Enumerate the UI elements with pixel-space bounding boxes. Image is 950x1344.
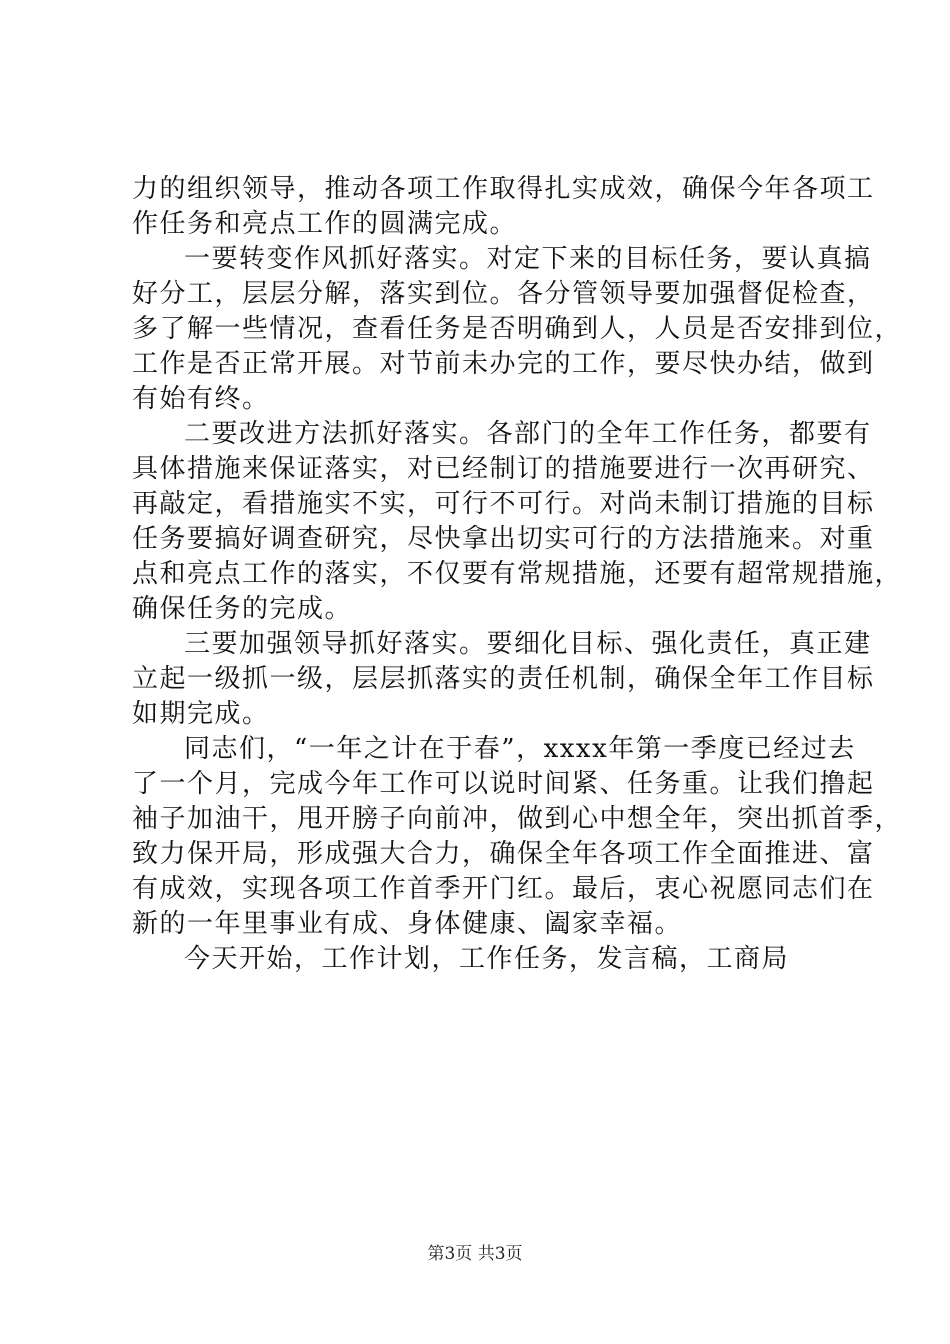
text-line: 如期完成。 (132, 699, 270, 729)
text-line: 有成效，实现各项工作首季开门红。最后，衷心祝愿同志们在 (132, 874, 875, 904)
text-line: 同志们，“一年之计在于春”，xxxx年第一季度已经过去 (184, 734, 856, 764)
text-line: 了一个月，完成今年工作可以说时间紧、任务重。让我们撸起 (132, 769, 875, 799)
text-line: 立起一级抓一级，层层抓落实的责任机制，确保全年工作目标 (132, 664, 875, 694)
text-line: 一要转变作风抓好落实。对定下来的目标任务，要认真搞 (184, 244, 872, 274)
text-line: 有始有终。 (132, 384, 270, 414)
text-line: 具体措施来保证落实，对已经制订的措施要进行一次再研究、 (132, 454, 875, 484)
text-line: 新的一年里事业有成、身体健康、阖家幸福。 (132, 909, 683, 939)
page-number-footer: 第3页 共3页 (427, 1244, 523, 1264)
text-line: 作任务和亮点工作的圆满完成。 (132, 209, 518, 239)
text-line: 多了解一些情况，查看任务是否明确到人，人员是否安排到位， (132, 314, 903, 344)
body-text (132, 172, 903, 977)
text-line: 致力保开局，形成强大合力，确保全年各项工作全面推进、富 (132, 839, 875, 869)
text-line: 三要加强领导抓好落实。要细化目标、强化责任，真正建 (184, 629, 872, 659)
text-line: 二要改进方法抓好落实。各部门的全年工作任务，都要有 (184, 419, 872, 449)
text-line: 再敲定，看措施实不实，可行不可行。对尚未制订措施的目标 (132, 489, 875, 519)
text-line: 力的组织领导，推动各项工作取得扎实成效，确保今年各项工 (132, 174, 875, 204)
text-line: 今天开始，工作计划，工作任务，发言稿，工商局 (184, 944, 790, 974)
text-line: 工作是否正常开展。对节前未办完的工作，要尽快办结，做到 (132, 349, 875, 379)
text-line: 好分工，层层分解，落实到位。各分管领导要加强督促检查， (132, 279, 875, 309)
text-line: 确保任务的完成。 (132, 594, 353, 624)
text-line: 袖子加油干，甩开膀子向前冲，做到心中想全年，突出抓首季， (132, 804, 903, 834)
text-line: 点和亮点工作的落实，不仅要有常规措施，还要有超常规措施， (132, 559, 903, 589)
text-line: 任务要搞好调查研究，尽快拿出切实可行的方法措施来。对重 (132, 524, 875, 554)
